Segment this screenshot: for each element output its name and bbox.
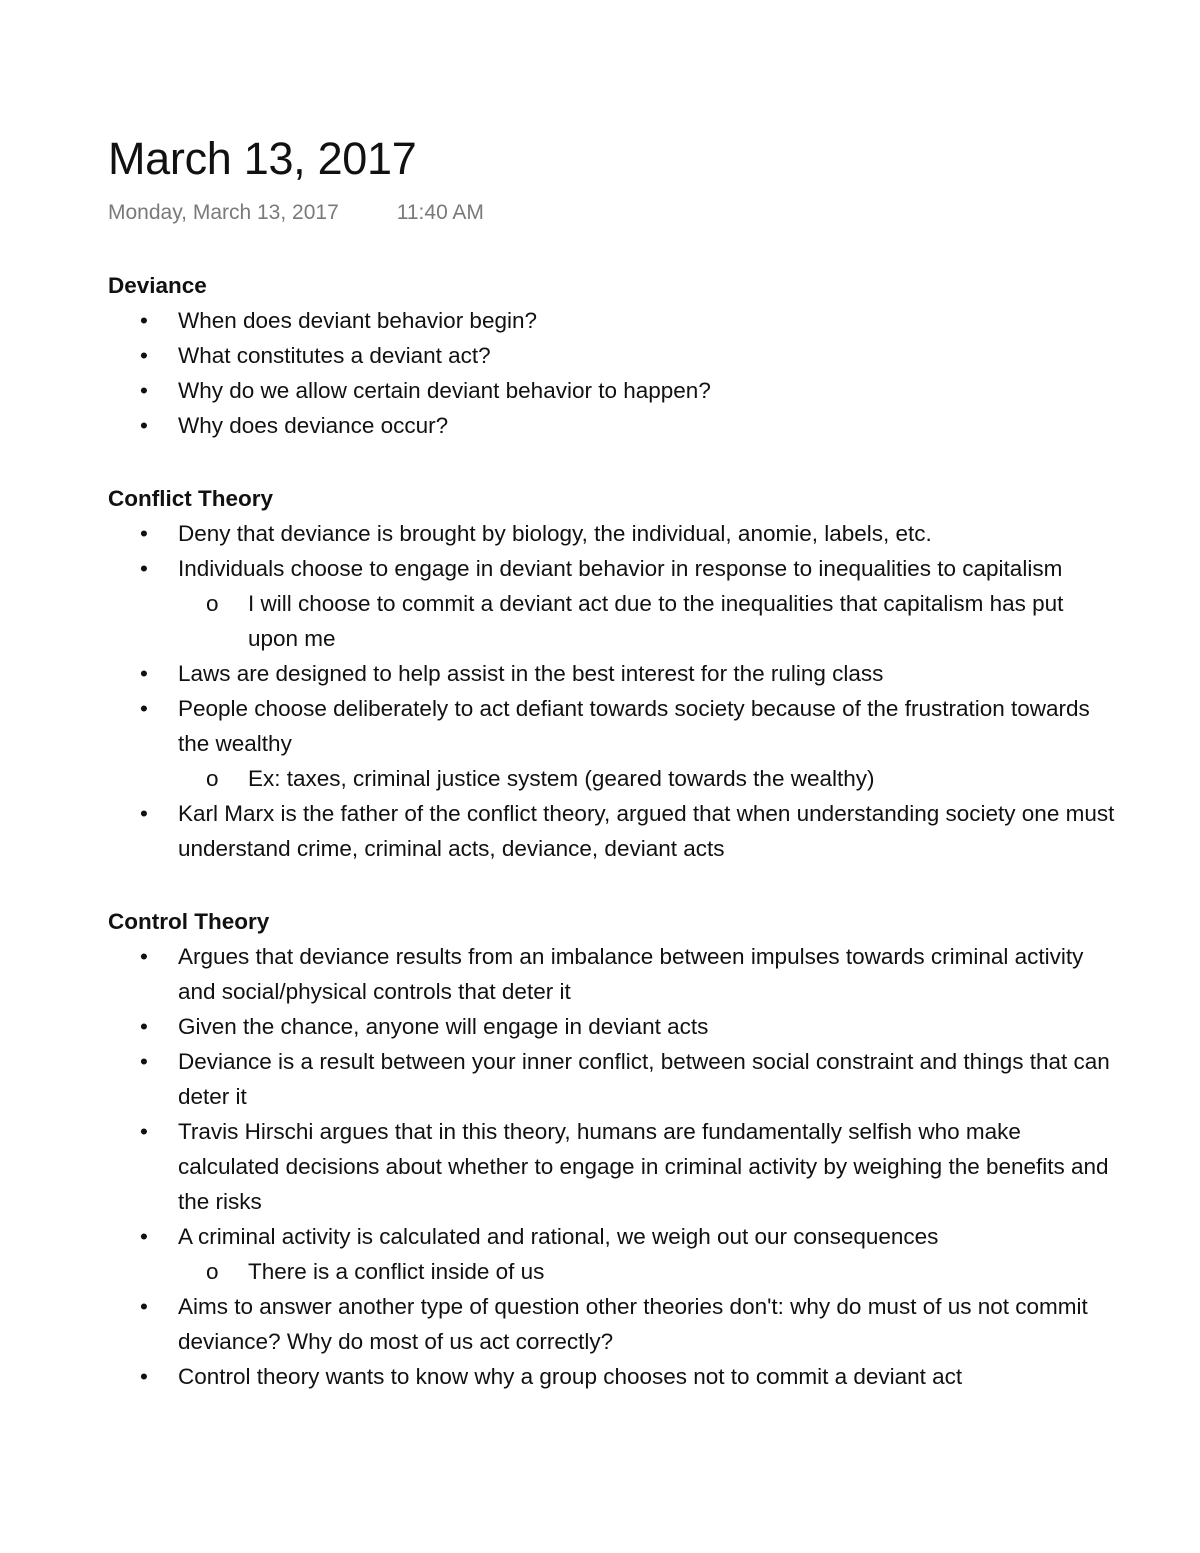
bullet-item: • Why does deviance occur?: [108, 408, 1118, 443]
bullet-item: • People choose deliberately to act defiant towards society because of the frustration towards the wealthy: [108, 691, 1118, 761]
bullet-item: • Argues that deviance results from an imbalance between impulses towards criminal activity and social/physical controls that deter it: [108, 939, 1118, 1009]
bullet-item: • Individuals choose to engage in deviant behavior in response to inequalities to capitalism: [108, 551, 1118, 586]
bullet-item: • Deny that deviance is brought by biology, the individual, anomie, labels, etc.: [108, 516, 1118, 551]
bullet-item: • Aims to answer another type of question other theories don't: why do must of us not commit deviance? Why do most of us act correctly?: [108, 1289, 1118, 1359]
section-control-theory: [108, 904, 1118, 1394]
bullet-item: • Deviance is a result between your inner conflict, between social constraint and things that can deter it: [108, 1044, 1118, 1114]
bullet-item: • What constitutes a deviant act?: [108, 338, 1118, 373]
bullet-item: • Laws are designed to help assist in the best interest for the ruling class: [108, 656, 1118, 691]
bullet-item: • Control theory wants to know why a group chooses not to commit a deviant act: [108, 1359, 1118, 1394]
sub-bullet-item: o I will choose to commit a deviant act due to the inequalities that capitalism has put upon me: [108, 586, 1118, 656]
page-time: 11:40 AM: [396, 201, 484, 224]
section-heading: Control Theory: [108, 909, 270, 934]
bullet-item: • Karl Marx is the father of the conflict theory, argued that when understanding society one must understand crime, criminal acts, deviance, deviant acts: [108, 796, 1118, 866]
bullet-item: • A criminal activity is calculated and rational, we weigh out our consequences: [108, 1219, 1118, 1254]
section-deviance: [108, 268, 1118, 443]
bullet-list: [108, 939, 1118, 1394]
page-title: March 13, 2017: [108, 133, 417, 184]
section-heading: Deviance: [108, 273, 207, 298]
bullet-item: • Why do we allow certain deviant behavior to happen?: [108, 373, 1118, 408]
bullet-item: • When does deviant behavior begin?: [108, 303, 1118, 338]
section-conflict-theory: [108, 481, 1118, 866]
bullet-item: • Given the chance, anyone will engage in deviant acts: [108, 1009, 1118, 1044]
bullet-list: [108, 303, 1118, 443]
sub-bullet-item: o Ex: taxes, criminal justice system (geared towards the wealthy): [108, 761, 1118, 796]
bullet-item: • Travis Hirschi argues that in this theory, humans are fundamentally selfish who make calculated decisions about whether to engage in criminal activity by weighing the benefits and the risks: [108, 1114, 1118, 1219]
bullet-list: [108, 516, 1118, 866]
note-body: [108, 268, 1118, 1432]
page-timestamp: [108, 198, 484, 228]
sub-bullet-item: o There is a conflict inside of us: [108, 1254, 1118, 1289]
section-heading: Conflict Theory: [108, 486, 274, 511]
page-date: Monday, March 13, 2017: [108, 201, 339, 224]
